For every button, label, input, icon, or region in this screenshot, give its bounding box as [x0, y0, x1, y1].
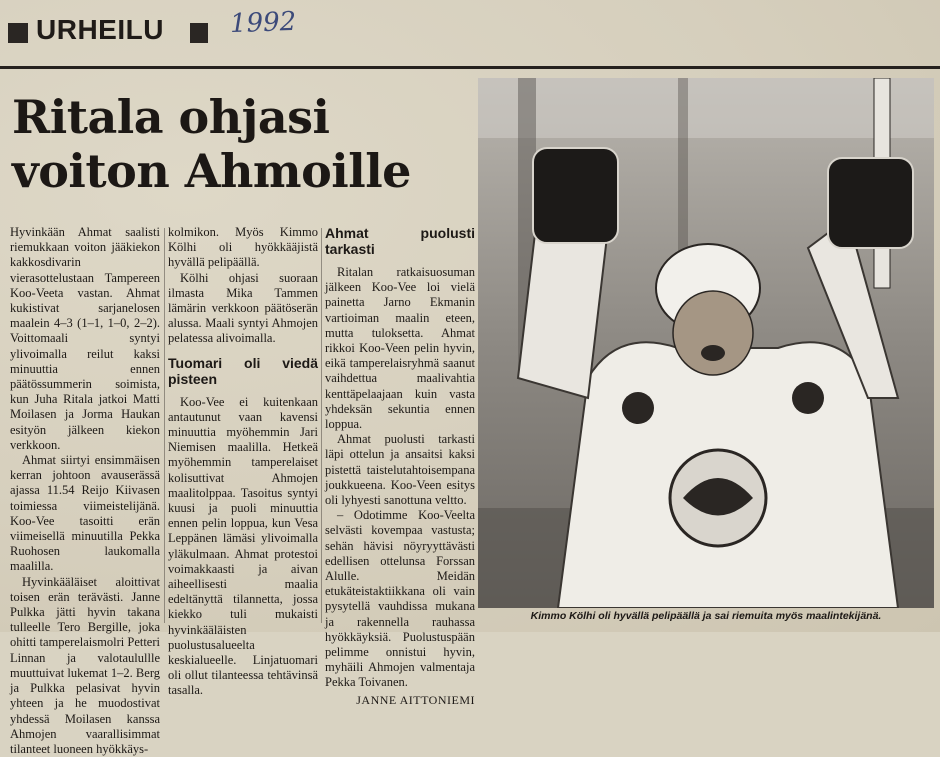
- player-face: [673, 291, 753, 375]
- paragraph: Ahmat siirtyi ensimmäisen kerran johtoon avauserässä ajassa 11.54 Reijo Kiivasen toimiessa viimeistelijänä. Koo-Vee tasoitti erän viimeisellä minuutilla Pekka Ruohosen laukomalla maalilla.: [10, 453, 160, 574]
- paragraph: Hyvinkään Ahmat saalisti riemukkaan voiton jääkiekon kakkosdivarin vierasottelustaan Tampereen Koo-Veeta vastan. Ahmat kukistivat sarjanelosen maalein 4–3 (1–1, 1–0, 2–2). Voittomaali syntyi ylivoimalla reilut kaksi minuuttia ennen päätössummerin soimista, kun Juha Ritala jatkoi Matti Moilasen ja Jorma Haukan esityön jälkeen kiekon verkkoon.: [10, 225, 160, 452]
- top-rule: [0, 66, 940, 69]
- headline-line-2: voiton Ahmoille: [12, 144, 411, 198]
- paragraph: kolmikon. Myös Kimmo Kölhi oli hyökkääjistä hyvällä pelipäällä.: [168, 225, 318, 270]
- paragraph: Ahmat puolusti tarkasti läpi ottelun ja ansaitsi kaksi pistettä taistelutahtoisempana joukkueena. Koo-Veen esitys oli lyhyesti sanottuna veltto.: [325, 432, 475, 508]
- byline: JANNE AITTONIEMI: [356, 692, 475, 707]
- photo-caption: Kimmo Kölhi oli hyvällä pelipäällä ja sai riemuita myös maalintekijänä.: [530, 610, 882, 622]
- shoulder-patch-icon: [622, 392, 654, 424]
- subheading: Ahmat puolusti tarkasti: [325, 225, 475, 257]
- article-column-2: [168, 225, 318, 699]
- handwritten-year: 1992: [229, 6, 297, 40]
- headline-line-1: Ritala ohjasi: [12, 90, 330, 144]
- open-mouth: [701, 345, 725, 361]
- left-glove: [533, 148, 618, 243]
- article-column-3: [325, 225, 475, 708]
- section-bar-right: [190, 23, 208, 43]
- paragraph: Kölhi ohjasi suoraan ilmasta Mika Tammen lämärin verkkoon päätöserän alussa. Maali syntyi Ahmojen pelatessa alivoimalla.: [168, 270, 318, 346]
- paragraph: Hyvinkääläiset aloittivat toisen erän terävästi. Janne Pulkka jätti hyvin takana tulleelle Tero Bergille, joka ohitti tamperelaismolri Petteri Linnan ja valotaulullle muuttuivat lukemat 1–2. Berg ja Pulkka pelasivat hyvin yhteen ja he muodostivat yhdessä Moilasen kanssa Ahmojen vaarallisimmat tilanteet luoneen hyökkäys-: [10, 574, 160, 756]
- photo-illustration: [478, 78, 934, 608]
- section-title: URHEILU: [36, 14, 164, 45]
- paragraph: Ritalan ratkaisuosuman jälkeen Koo-Vee loi vielä painetta Jarno Ekmanin vartioiman maalin eteen, mutta tuloksetta. Ahmat rikkoi Koo-Veen pelin hyvin, eikä tamperelaisryhmä saanut vaihdettua maalivahtia kenttäpelaajaan kuin vasta yhdeksän sekuntia ennen loppua.: [325, 265, 475, 432]
- subheading: Tuomari oli viedä pisteen: [168, 354, 318, 387]
- section-bar-left: [8, 23, 28, 43]
- article-column-1: [10, 225, 160, 757]
- paragraph: – Odotimme Koo-Veelta selvästi kovempaa vastusta; sehän hävisi nöyryyttävästi edellisen ottelunsa Forssan Alulle. Meidän etukäteistaktiikkana oli vain pysytellä vauhdissa mukana ja rakennella rauhassa hyökkäyksiä. Puolustuspään pelimme onnistui hyvin, myhäili Ahmojen valmentaja Pekka Toivanen.: [325, 508, 475, 690]
- column-divider: [321, 228, 322, 623]
- section-header: [0, 8, 230, 48]
- article-headline: [12, 90, 472, 198]
- shoulder-patch-icon: [792, 382, 824, 414]
- paragraph: Koo-Vee ei kuitenkaan antautunut vaan kavensi minuuttia myöhemmin Jari Niemisen maalilla. Hetkeä myöhemmin tamperelaiset kolisuttivat Ahmojen maalitolppaa. Tasoitus syntyi kuusi ja puoli minuuttia ennen pelin loppua, kun Vesa Leppänen lämäsi ylivoimalla yläkulmaan. Ahmat protestoi voimakkaasti ja aivan aiheellisesti maalia edeltänyttä tilannetta, jossa kiekko tuli mukaisti hyvinkääläisten puolustusalueelta keskialueelle. Linjatuomari oli ollut tilanteessa tehtävinsä tasalla.: [168, 394, 318, 698]
- hockey-player-photo: [478, 78, 934, 608]
- right-glove: [828, 158, 913, 248]
- column-divider: [164, 228, 165, 623]
